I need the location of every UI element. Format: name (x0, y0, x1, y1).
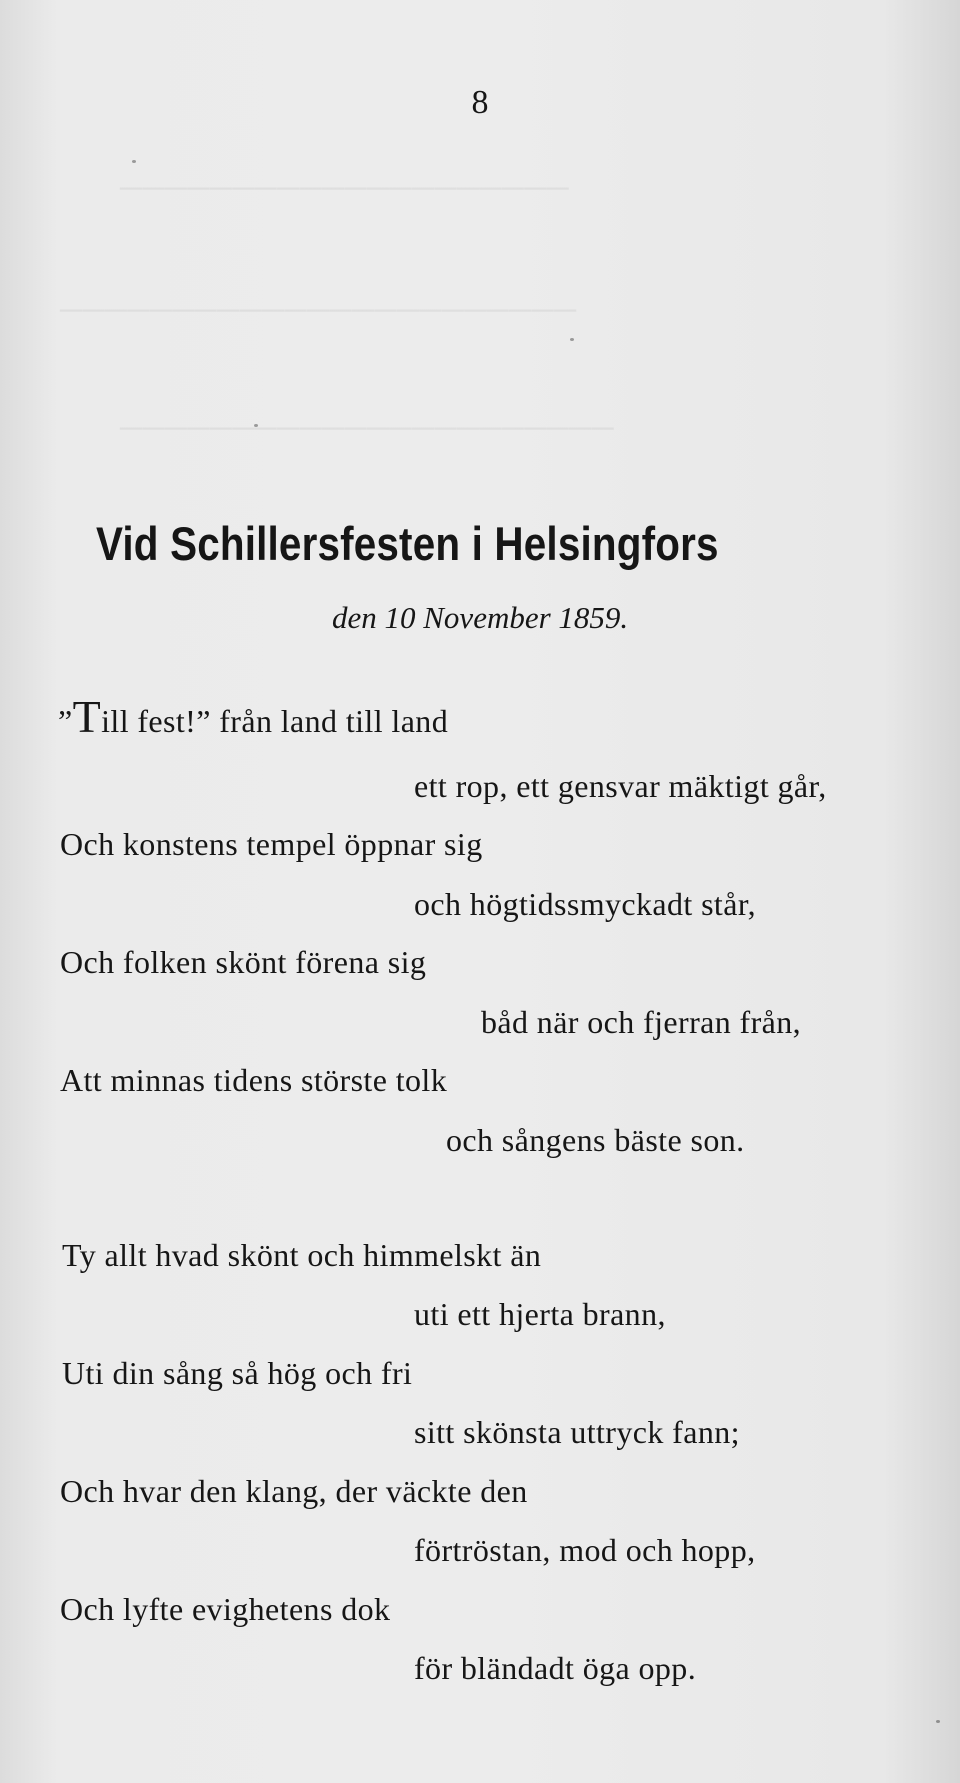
poem-line: ett rop, ett gensvar mäktigt går, (414, 768, 827, 804)
page-number: 8 (471, 84, 489, 121)
poem-line: Ty allt hvad skönt och himmelskt än (62, 1237, 542, 1273)
poem-line (58, 691, 449, 742)
poem-line: Uti din sång så hög och fri (62, 1355, 413, 1391)
poem-line: för bländadt öga opp. (414, 1650, 697, 1686)
poem-line-text: ill fest!” från land till land (101, 703, 449, 739)
bleed-through: ──────────────────── (120, 170, 570, 205)
poem-line: och sångens bäste son. (446, 1122, 745, 1158)
poem-line: förtröstan, mod och hopp, (414, 1532, 756, 1568)
poem-line: båd när och fjerran från, (481, 1004, 802, 1040)
bleed-through: ─────────────────────── (60, 292, 577, 327)
poem-line: sitt skönsta uttryck fann; (414, 1414, 740, 1450)
bleed-through: ────────────────────── (120, 410, 615, 445)
poem-line: uti ett hjerta brann, (414, 1296, 666, 1332)
print-speck (132, 160, 136, 163)
poem-line: Och konstens tempel öppnar sig (60, 826, 483, 862)
print-speck (254, 424, 258, 427)
print-speck (936, 1720, 940, 1723)
poem-line: Och lyfte evighetens dok (60, 1591, 391, 1627)
print-speck (570, 338, 574, 341)
opening-quote: ” (58, 703, 73, 739)
drop-cap: T (72, 691, 102, 742)
poem-line: Och hvar den klang, der väckte den (60, 1473, 528, 1509)
poem-subtitle: den 10 November 1859. (332, 600, 629, 635)
poem-line: Och folken skönt förena sig (60, 944, 427, 980)
poem-line: och högtidssmyckadt står, (414, 886, 756, 922)
poem-line: Att minnas tidens störste tolk (60, 1062, 448, 1098)
poem-title: Vid Schillersfesten i Helsingfors (96, 517, 719, 570)
